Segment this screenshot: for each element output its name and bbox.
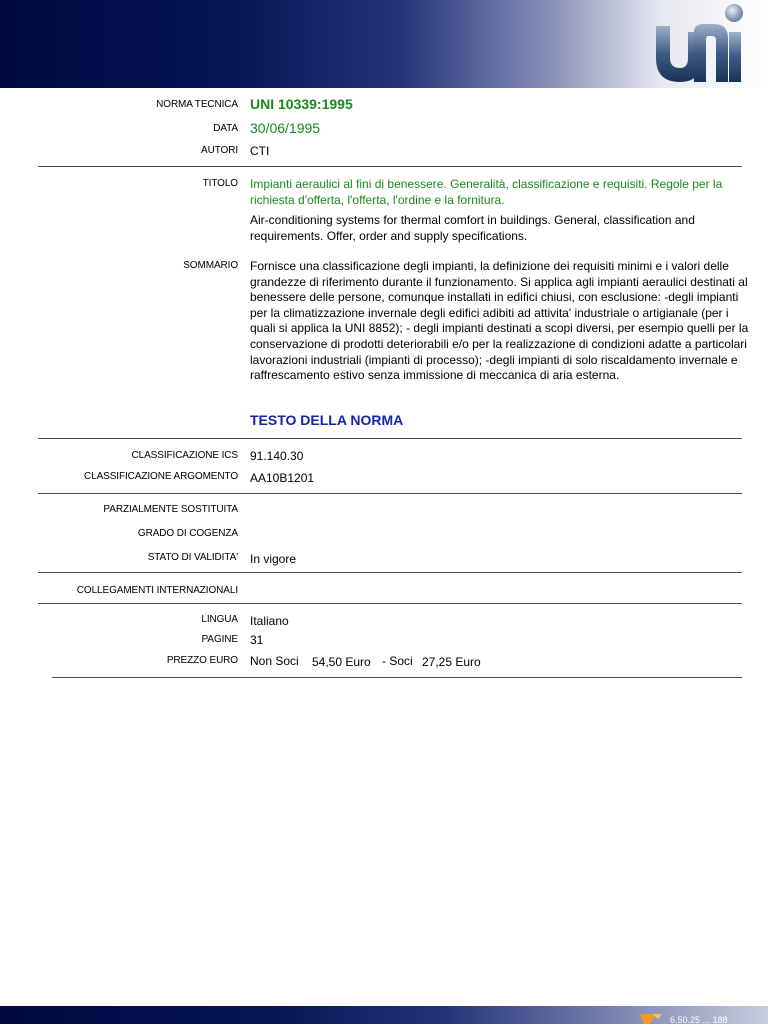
prezzo-non-soci-label: Non Soci [250, 654, 299, 668]
prezzo-non-soci-value: 54,50 Euro [312, 655, 371, 669]
stato-di-validita-value: In vigore [250, 552, 297, 566]
label-collegamenti-internazionali: COLLEGAMENTI INTERNAZIONALI [76, 585, 238, 596]
autori-value: CTI [250, 144, 270, 158]
pagine-value: 31 [250, 633, 264, 647]
divider [52, 677, 742, 678]
titolo-english: Air-conditioning systems for thermal comfort in buildings. General, classification and requirements. Offer, order and supply specifications. [250, 213, 695, 243]
label-pagine: PAGINE [201, 634, 238, 645]
prezzo-soci-label: - Soci [382, 654, 413, 668]
testo-della-norma-link[interactable]: TESTO DELLA NORMA [250, 412, 404, 428]
label-stato-di-validita: STATO DI VALIDITA' [147, 552, 238, 563]
label-parzialmente-sostituita: PARZIALMENTE SOSTITUITA [103, 504, 238, 515]
label-data: DATA [213, 123, 238, 134]
classificazione-ics-value: 91.140.30 [250, 449, 304, 463]
label-titolo: TITOLO [202, 178, 238, 189]
divider [38, 493, 742, 494]
norma-tecnica-value: UNI 10339:1995 [250, 96, 353, 112]
label-prezzo-euro: PREZZO EURO [166, 655, 238, 666]
footer-text: 6.50.25 ... 188 [670, 1015, 728, 1025]
divider [38, 572, 742, 573]
label-sommario: SOMMARIO [183, 260, 238, 271]
label-grado-di-cogenza: GRADO DI COGENZA [137, 528, 238, 539]
label-norma-tecnica: NORMA TECNICA [156, 99, 238, 110]
prezzo-soci-value: 27,25 Euro [422, 655, 481, 669]
label-autori: AUTORI [201, 145, 238, 156]
titolo-italiano: Impianti aeraulici al fini di benessere. Generalità, classificazione e requisiti. Regole per la richiesta d'offerta, l'offerta, l'ordine e la fornitura. [250, 177, 723, 207]
divider [38, 438, 742, 439]
divider [38, 603, 742, 604]
classificazione-argomento-value: AA10B1201 [250, 471, 315, 485]
divider [38, 166, 742, 167]
sommario-text: Fornisce una classificazione degli impianti, la definizione dei requisiti minimi e i valori delle grandezze di riferimento durante il funzionamento. Si applica agli impianti aeraulici destinati al benessere delle persone, comunque installati in edifici chiusi, con esclusione: -degli impianti per la climatizzazione invernale degli edifici adibiti ad attivita' industriale o artigianale (per i quali si applica la UNI 8852); - degli impianti destinati a scopi diversi, per esempio quelli per la conservazione di prodotti deteriorabili e/o per la realizzazione di condizioni adatte a particolari lavorazioni industriali (impianti di processo); -degli impianti di solo riscaldamento invernale e raffrescamento estivo senza immissione di meccanica di aria esterna. [250, 259, 749, 383]
label-classificazione-argomento: CLASSIFICAZIONE ARGOMENTO [83, 471, 238, 482]
label-lingua: LINGUA [201, 614, 238, 625]
data-value: 30/06/1995 [250, 120, 321, 136]
uni-logo [650, 2, 750, 86]
label-classificazione-ics: CLASSIFICAZIONE ICS [131, 450, 238, 461]
lingua-value: Italiano [250, 614, 289, 628]
footer-logo-icon [640, 1014, 666, 1024]
